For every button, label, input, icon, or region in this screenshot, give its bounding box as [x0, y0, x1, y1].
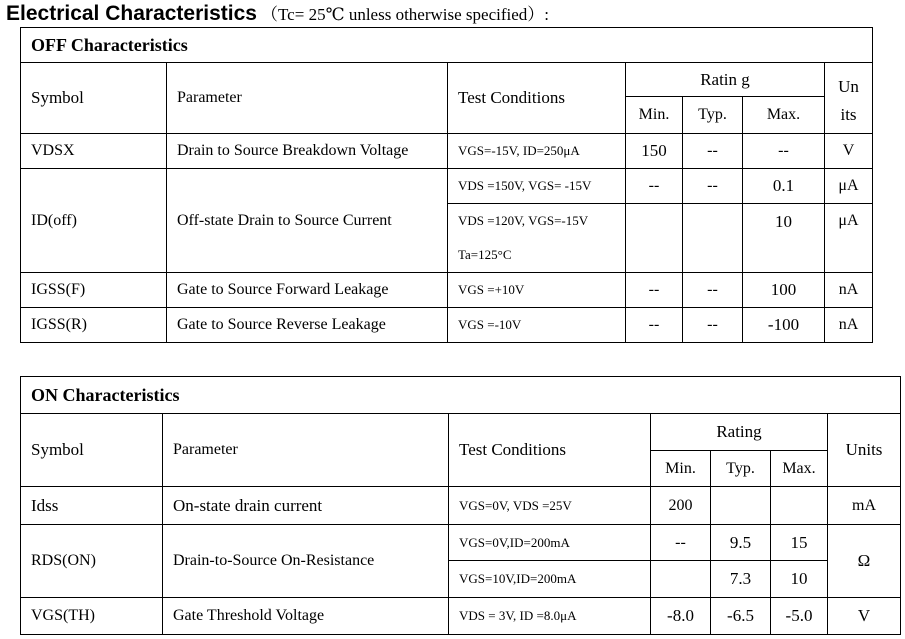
test-conditions-cell: VDS = 3V, ID =8.0μA: [449, 598, 651, 635]
off-header-typ: Typ.: [683, 97, 743, 134]
section-heading: [6, 0, 549, 26]
typ-cell: --: [683, 273, 743, 308]
unit-cell: μA: [825, 169, 873, 204]
typ-cell: --: [683, 134, 743, 169]
unit-cell: nA: [825, 308, 873, 343]
test-conditions-cell: VGS=-15V, ID=250μA: [448, 134, 626, 169]
off-header-units-top: Un: [825, 63, 873, 97]
typ-cell: 7.3: [711, 561, 771, 598]
max-cell: [771, 487, 828, 525]
on-header-test-conditions: Test Conditions: [449, 414, 651, 487]
table-row: [21, 598, 901, 635]
off-header-max: Max.: [743, 97, 825, 134]
parameter-cell: Drain to Source Breakdown Voltage: [167, 134, 448, 169]
max-cell: 15: [771, 525, 828, 561]
on-header-max: Max.: [771, 451, 828, 487]
on-characteristics-table: [20, 376, 901, 635]
on-header-min: Min.: [651, 451, 711, 487]
parameter-cell: Off-state Drain to Source Current: [167, 169, 448, 273]
table-row: [21, 273, 873, 308]
off-table-title: OFF Characteristics: [21, 28, 873, 63]
min-cell: [626, 204, 683, 273]
max-cell: -5.0: [771, 598, 828, 635]
unit-cell: V: [825, 134, 873, 169]
parameter-cell: On-state drain current: [163, 487, 449, 525]
table-row: [21, 308, 873, 343]
max-cell: -100: [743, 308, 825, 343]
typ-cell: [683, 204, 743, 273]
min-cell: -8.0: [651, 598, 711, 635]
table-row: [21, 525, 901, 561]
unit-cell: V: [828, 598, 901, 635]
max-cell: 10: [771, 561, 828, 598]
max-cell: 0.1: [743, 169, 825, 204]
symbol-cell: ID(off): [21, 169, 167, 273]
typ-cell: 9.5: [711, 525, 771, 561]
test-conditions-cell: VGS =+10V: [448, 273, 626, 308]
unit-cell: mA: [828, 487, 901, 525]
test-conditions-cell: VDS =150V, VGS= -15V: [448, 169, 626, 204]
on-table-title: ON Characteristics: [21, 377, 901, 414]
typ-cell: [711, 487, 771, 525]
test-conditions-cell: VGS=0V, VDS =25V: [449, 487, 651, 525]
on-header-units: Units: [828, 414, 901, 487]
symbol-cell: Idss: [21, 487, 163, 525]
min-cell: --: [626, 169, 683, 204]
off-header-units-bottom: its: [825, 97, 873, 134]
symbol-cell: IGSS(F): [21, 273, 167, 308]
parameter-cell: Gate Threshold Voltage: [163, 598, 449, 635]
on-header-typ: Typ.: [711, 451, 771, 487]
min-cell: 150: [626, 134, 683, 169]
off-characteristics-table: [20, 27, 873, 343]
min-cell: --: [626, 273, 683, 308]
off-header-rating: Ratin g: [626, 63, 825, 97]
on-header-parameter: Parameter: [163, 414, 449, 487]
typ-cell: --: [683, 169, 743, 204]
section-title: Electrical Characteristics: [6, 2, 257, 25]
typ-cell: -6.5: [711, 598, 771, 635]
max-cell: --: [743, 134, 825, 169]
on-header-rating: Rating: [651, 414, 828, 451]
table-row: [21, 169, 873, 204]
section-note: （Tc= 25℃ unless otherwise specified）:: [260, 5, 550, 24]
max-cell: 100: [743, 273, 825, 308]
min-cell: --: [651, 525, 711, 561]
parameter-cell: Gate to Source Forward Leakage: [167, 273, 448, 308]
test-conditions-cell: VGS =-10V: [448, 308, 626, 343]
off-header-symbol: Symbol: [21, 63, 167, 134]
unit-cell: Ω: [828, 525, 901, 598]
symbol-cell: IGSS(R): [21, 308, 167, 343]
symbol-cell: RDS(ON): [21, 525, 163, 598]
test-conditions-cell: VDS =120V, VGS=-15V Ta=125°C: [448, 204, 626, 273]
off-header-min: Min.: [626, 97, 683, 134]
unit-cell: μA: [825, 204, 873, 273]
test-conditions-cell: VGS=0V,ID=200mA: [449, 525, 651, 561]
parameter-cell: Gate to Source Reverse Leakage: [167, 308, 448, 343]
symbol-cell: VGS(TH): [21, 598, 163, 635]
min-cell: 200: [651, 487, 711, 525]
min-cell: --: [626, 308, 683, 343]
min-cell: [651, 561, 711, 598]
off-header-test-conditions: Test Conditions: [448, 63, 626, 134]
symbol-cell: VDSX: [21, 134, 167, 169]
parameter-cell: Drain-to-Source On-Resistance: [163, 525, 449, 598]
on-header-symbol: Symbol: [21, 414, 163, 487]
table-row: [21, 134, 873, 169]
table-row: [21, 487, 901, 525]
test-conditions-cell: VGS=10V,ID=200mA: [449, 561, 651, 598]
max-cell: 10: [743, 204, 825, 273]
unit-cell: nA: [825, 273, 873, 308]
off-header-parameter: Parameter: [167, 63, 448, 134]
typ-cell: --: [683, 308, 743, 343]
